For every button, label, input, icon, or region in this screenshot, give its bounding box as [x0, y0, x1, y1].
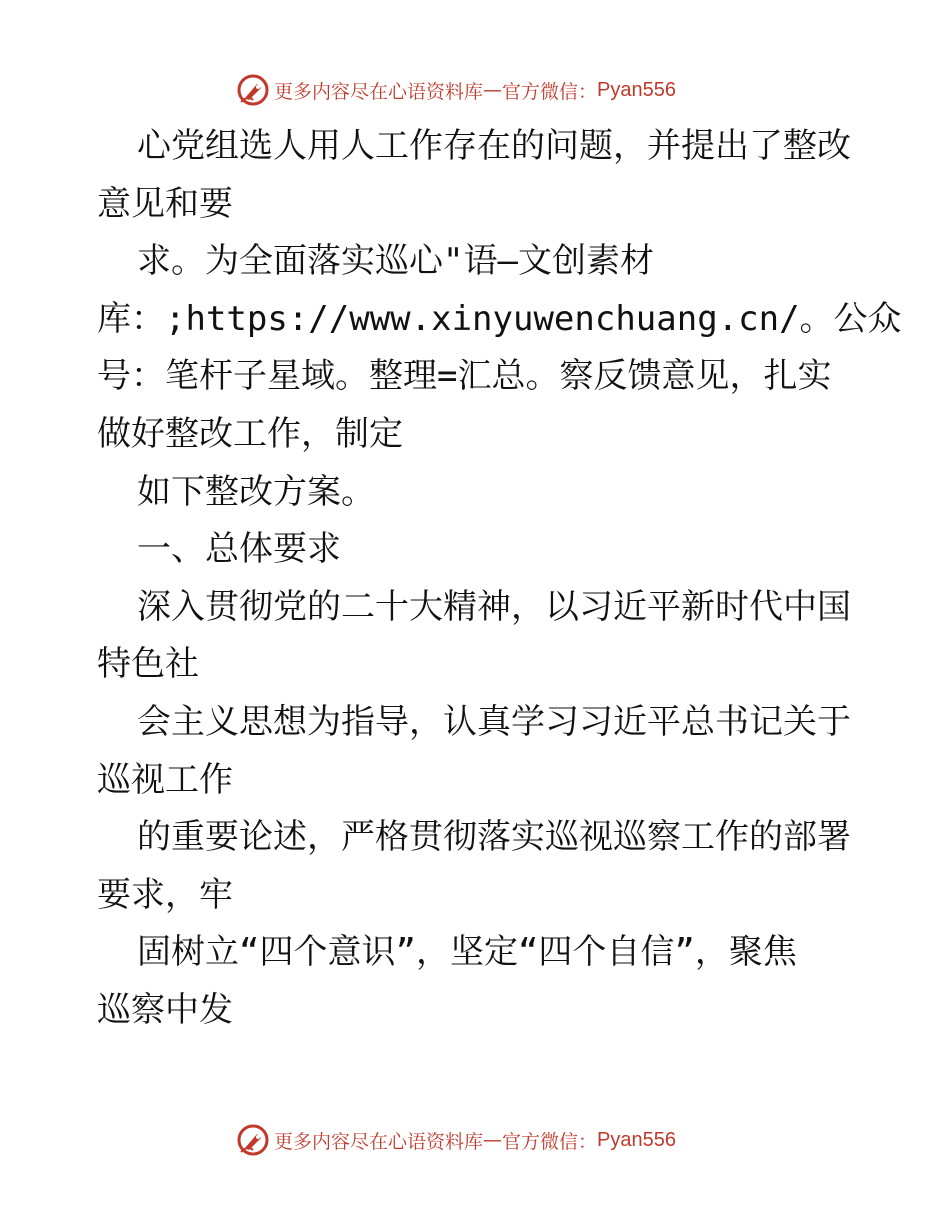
banner-slogan: 更多内容尽在心语资料库	[274, 1130, 484, 1153]
text-line: 心党组选人用人工作存在的问题，并提出了整改	[137, 126, 851, 166]
text-line: 巡视工作	[97, 759, 233, 800]
section-heading: 一、总体要求	[137, 529, 341, 570]
text-line: 号：笔杆子星域。整理=汇总。察反馈意见，扎实	[97, 356, 832, 397]
banner-separator: —	[483, 79, 503, 101]
text-line: 库：;https://www.xinyuwenchuang.cn/。公众	[97, 298, 902, 339]
text-line: 的重要论述，严格贯彻落实巡视巡察工作的部署	[137, 817, 851, 858]
text-line: 会主义思想为指导，认真学习习近平总书记关于	[137, 701, 851, 742]
banner-wechat-id: Pyan556	[597, 78, 676, 101]
text-line: 求。为全面落实巡心"语—文创素材	[137, 241, 654, 282]
text-line: 巡察中发	[97, 989, 233, 1030]
banner-wechat-id: Pyan556	[597, 1128, 676, 1151]
text-line: 固树立“四个意识”，坚定“四个自信”，聚焦	[137, 932, 797, 973]
pen-nib-logo-icon	[236, 73, 270, 107]
banner-wechat-label: 官方微信：	[502, 1130, 598, 1153]
text-line: 要求，牢	[97, 874, 233, 915]
text-line: 如下整改方案。	[137, 471, 375, 512]
text-line: 特色社	[97, 644, 199, 685]
pen-nib-logo-icon	[236, 1123, 270, 1157]
text-line: 做好整改工作，制定	[97, 413, 403, 454]
text-line: 深入贯彻党的二十大精神，以习近平新时代中国	[137, 586, 851, 627]
header-banner	[236, 73, 676, 107]
banner-slogan: 更多内容尽在心语资料库	[274, 80, 484, 103]
banner-wechat-label: 官方微信：	[502, 80, 598, 103]
text-line: 意见和要	[97, 183, 233, 224]
banner-separator: —	[483, 1129, 503, 1151]
footer-banner	[236, 1123, 676, 1157]
document-body	[97, 118, 902, 1040]
